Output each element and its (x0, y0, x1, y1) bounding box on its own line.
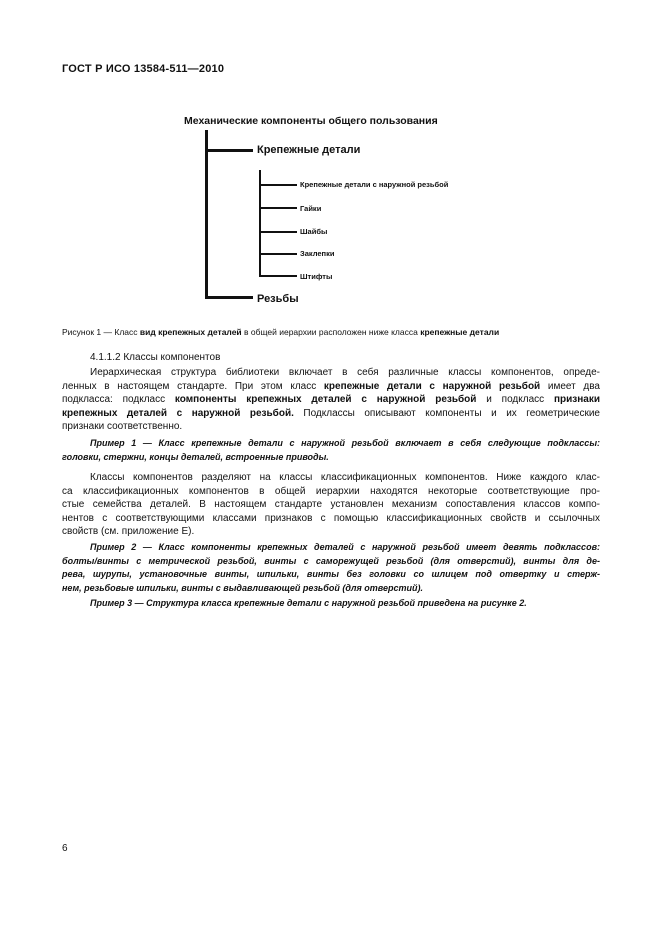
diagram-leaf-label: Шайбы (300, 227, 328, 236)
caption-bold-text: крепежные детали (420, 327, 500, 337)
bold-term: признаки (553, 394, 600, 406)
bold-term: крепежных деталей с наружной резьбой. (62, 407, 294, 419)
text-run: подкласса: подкласс (62, 394, 175, 406)
caption-text: в общей иерархии расположен ниже класса (241, 327, 421, 337)
text-line: болты/винты с метрической резьбой, винты с саморежущей резьбой (для отверстий), винты для де- (62, 555, 600, 566)
diagram-leaf-label: Штифты (300, 272, 333, 281)
paragraph (62, 366, 600, 434)
text-line: Иерархическая структура библиотеки включает в себя различные классы компонентов, опреде- (90, 367, 600, 378)
diagram-leaf-label: Гайки (300, 204, 322, 213)
text-line: нем, резьбовые шпильки, винты с выдавливающей резьбой (для отверстий). (62, 582, 424, 593)
example-2 (62, 541, 600, 595)
page-number: 6 (62, 843, 68, 854)
text-line: Пример 2 — Класс компоненты крепежных деталей с наружной резьбой имеет девять подклассов: (90, 542, 600, 552)
leaf-connector (259, 253, 297, 255)
text-line (62, 393, 600, 407)
example-3 (62, 597, 600, 611)
leaf-connector (259, 207, 297, 209)
branch-connector-threads (205, 296, 253, 299)
diagram-root-label: Механические компоненты общего пользования (184, 115, 438, 127)
text-line: головки, стержни, концы деталей, встроенные приводы. (62, 451, 329, 462)
text-line (62, 407, 600, 421)
leaf-connector (259, 275, 297, 277)
caption-text: Рисунок 1 — Класс (62, 327, 140, 337)
bold-term: крепежные детали с наружной резьбой (323, 380, 541, 392)
text-line: са классификационных компонентов в общей иерархии находятся некоторые соответствующие про- (62, 485, 600, 497)
text-line: нентов с соответствующими классами признаков с помощью классификационных свойств и ссылочных (62, 512, 600, 524)
trunk-line (205, 130, 208, 298)
text-line: Классы компонентов разделяют на классы классификационных компонентов. Ниже каждого клас- (90, 472, 600, 483)
diagram-leaf-label: Заклепки (300, 249, 335, 258)
text-run: имеет два (540, 380, 600, 392)
diagram-branch-label: Крепежные детали (257, 144, 361, 156)
leaf-connector (259, 231, 297, 233)
text-line (62, 380, 600, 394)
diagram-leaf-label: Крепежные детали с наружной резьбой (300, 180, 449, 189)
paragraph (62, 471, 600, 539)
text-line: Пример 3 — Структура класса крепежные детали с наружной резьбой приведена на рисунке 2. (90, 598, 527, 608)
text-line: рева, шурупы, установочные винты, шпильки, винты без головки со шлицем под отвертку и стерж- (62, 569, 600, 580)
bold-term: компоненты крепежных деталей с наружной резьбой (174, 394, 477, 406)
caption-bold-text: вид крепежных деталей (139, 327, 242, 337)
text-run: ленных в настоящем стандарте. При этом класс (62, 380, 324, 392)
hierarchy-diagram (0, 0, 661, 320)
diagram-second-branch-label: Резьбы (257, 293, 299, 305)
section-subheading: 4.1.1.2 Классы компонентов (90, 352, 221, 363)
branch-connector-fasteners (205, 149, 253, 152)
text-line: Пример 1 — Класс крепежные детали с наружной резьбой включает в себя следующие подклассы: (90, 438, 600, 448)
example-1 (62, 437, 600, 464)
text-run: Подклассы описывают компоненты и их геометрические (293, 407, 600, 419)
leaf-connector (259, 184, 297, 186)
figure-caption (62, 327, 622, 337)
standard-header: ГОСТ Р ИСО 13584-511—2010 (62, 63, 225, 75)
sub-trunk-line (259, 170, 261, 276)
text-line: признаки соответственно. (62, 421, 183, 433)
text-line: стые семейства деталей. В настоящем стандарте установлен механизм сопоставления классов компо- (62, 499, 600, 511)
text-run: и подкласс (476, 394, 554, 406)
text-line: свойств (см. приложение Е). (62, 526, 195, 538)
